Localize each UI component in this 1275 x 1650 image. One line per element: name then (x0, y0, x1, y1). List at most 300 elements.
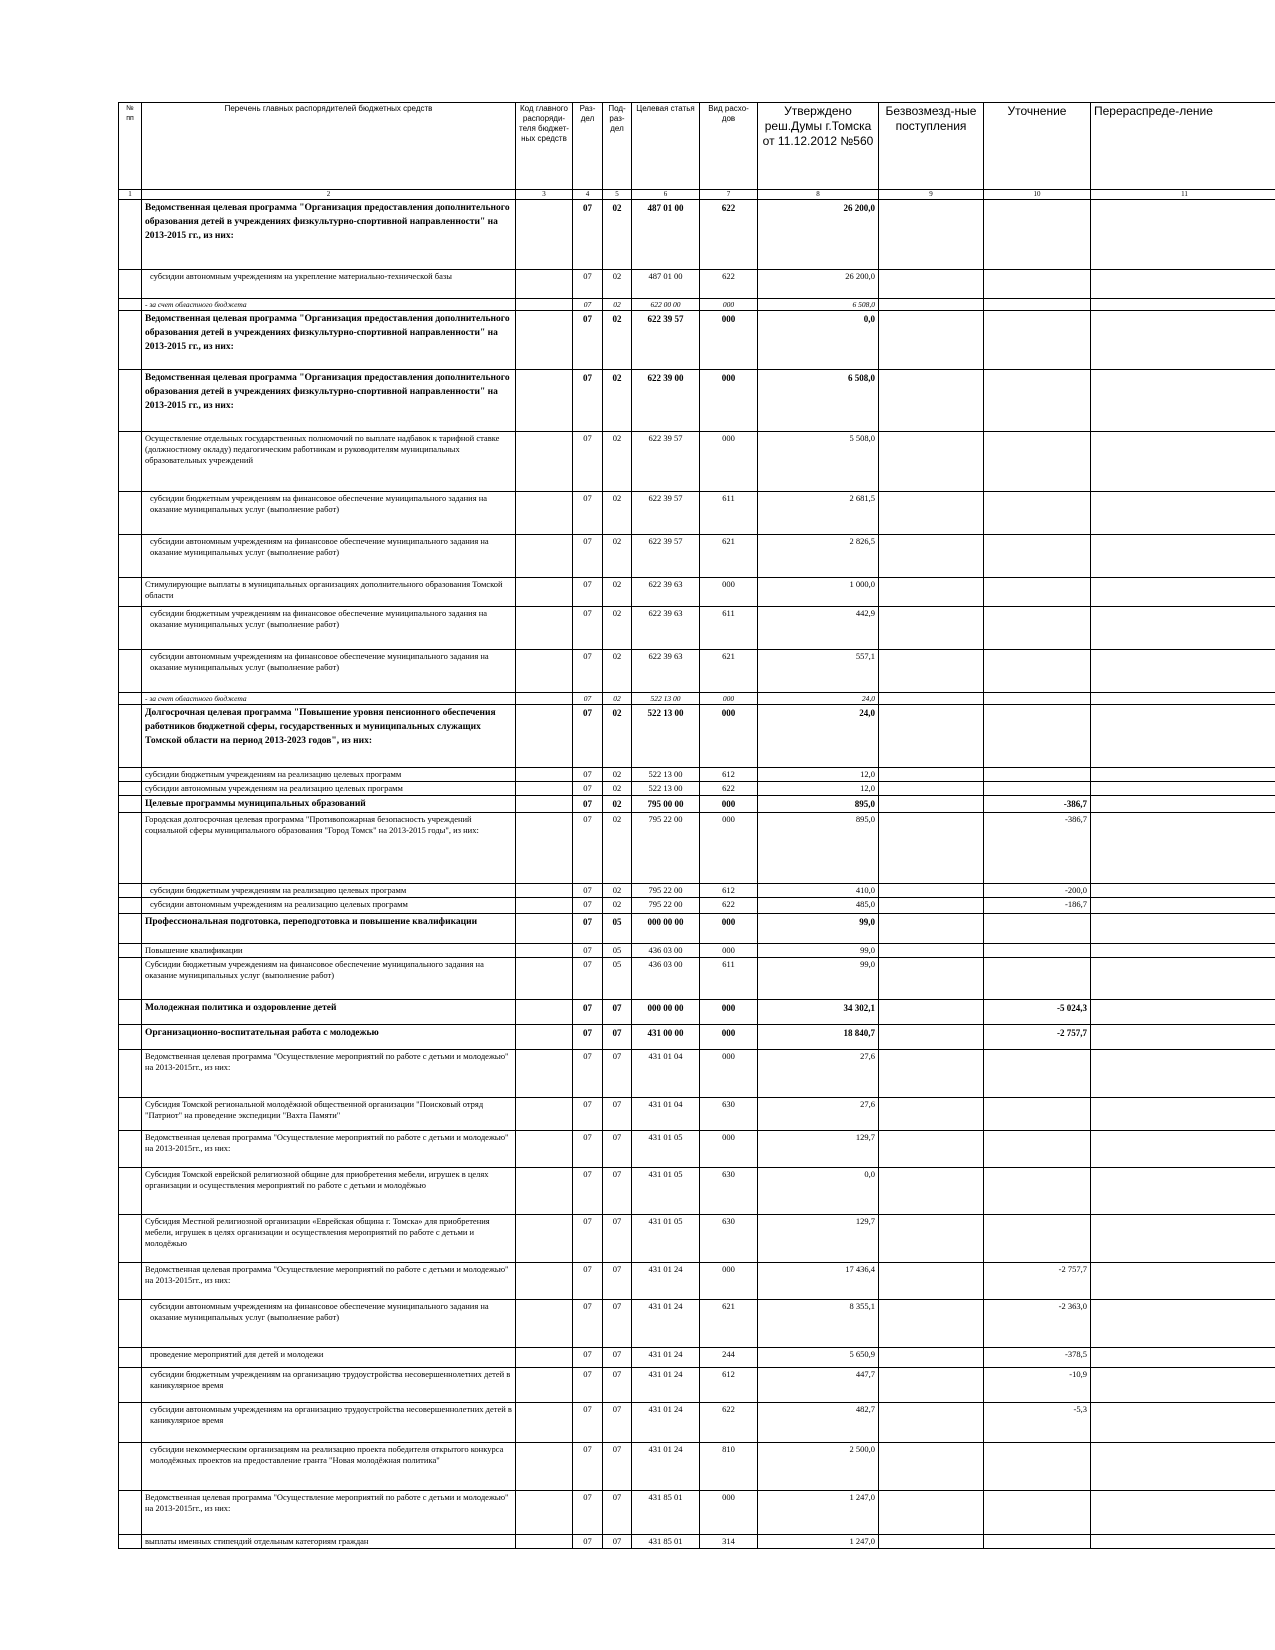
cell-cs: 431 01 04 (632, 1050, 700, 1098)
cell-kod (516, 370, 573, 432)
cell-bezv (879, 768, 984, 782)
table-row (119, 200, 1275, 270)
cell-name: Осуществление отдельных государственных полномочий по выплате надбавок к тарифной ставке (должностному окладу) педагогическим работникам и руководителям муниципальных образовательных учреждений (142, 432, 516, 492)
cell-razdel: 07 (573, 1300, 603, 1348)
cell-vr: 000 (700, 299, 758, 311)
cell-utoch (984, 1443, 1091, 1491)
header-approved: Утверждено реш.Думы г.Томска от 11.12.2012 №560 (758, 103, 879, 190)
cell-bezv (879, 432, 984, 492)
cell-name: субсидии автономным учреждениям на организацию трудоустройства несовершеннолетних детей в каникулярное время (142, 1403, 516, 1443)
cell-pereraspr (1091, 1215, 1275, 1263)
cell-name: субсидии автономным учреждениям на финансовое обеспечение муниципального задания на оказание муниципальных услуг (выполнение работ) (142, 650, 516, 693)
cell-approved: 2 500,0 (758, 1443, 879, 1491)
cell-utoch (984, 1215, 1091, 1263)
cell-n (119, 1300, 142, 1348)
cell-n (119, 1050, 142, 1098)
header-podrazdel: Под-раз-дел (603, 103, 632, 190)
cell-podrazdel: 07 (603, 1131, 632, 1168)
cell-n (119, 1098, 142, 1131)
cell-bezv (879, 578, 984, 607)
cell-name: Повышение квалификации (142, 944, 516, 958)
cell-approved: 6 508,0 (758, 370, 879, 432)
cell-kod (516, 1025, 573, 1050)
header-name: Перечень главных распорядителей бюджетных средств (142, 103, 516, 190)
cell-n (119, 1168, 142, 1215)
cell-cs: 431 01 24 (632, 1368, 700, 1403)
cell-kod (516, 1131, 573, 1168)
cell-cs: 431 00 00 (632, 1025, 700, 1050)
cell-razdel: 07 (573, 1131, 603, 1168)
cell-utoch (984, 578, 1091, 607)
cell-vr: 612 (700, 1368, 758, 1403)
cell-vr: 630 (700, 1098, 758, 1131)
table-row (119, 898, 1275, 914)
table-row (119, 958, 1275, 1000)
cell-podrazdel: 02 (603, 370, 632, 432)
cell-cs: 431 01 05 (632, 1168, 700, 1215)
cell-approved: 0,0 (758, 311, 879, 370)
cell-approved: 24,0 (758, 705, 879, 768)
table-row (119, 311, 1275, 370)
cell-razdel: 07 (573, 299, 603, 311)
cell-cs: 431 01 05 (632, 1131, 700, 1168)
cell-kod (516, 1098, 573, 1131)
cell-approved: 1 247,0 (758, 1535, 879, 1549)
cell-bezv (879, 944, 984, 958)
cell-approved: 485,0 (758, 898, 879, 914)
cell-pereraspr (1091, 693, 1275, 705)
cell-utoch (984, 1168, 1091, 1215)
cell-n (119, 1263, 142, 1300)
cell-n (119, 898, 142, 914)
table-row (119, 1368, 1275, 1403)
cell-approved: 447,7 (758, 1368, 879, 1403)
col-number: 2 (142, 190, 516, 200)
cell-razdel: 07 (573, 1368, 603, 1403)
cell-name: Ведомственная целевая программа "Осуществление мероприятий по работе с детьми и молодежью" на 2013-2015гг., из них: (142, 1050, 516, 1098)
cell-utoch (984, 1131, 1091, 1168)
table-row (119, 1263, 1275, 1300)
cell-vr: 621 (700, 650, 758, 693)
table-row (119, 492, 1275, 535)
cell-podrazdel: 02 (603, 492, 632, 535)
cell-kod (516, 1168, 573, 1215)
cell-utoch (984, 370, 1091, 432)
cell-bezv (879, 492, 984, 535)
cell-vr: 000 (700, 1263, 758, 1300)
cell-razdel: 07 (573, 813, 603, 884)
cell-approved: 129,7 (758, 1131, 879, 1168)
cell-vr: 000 (700, 578, 758, 607)
cell-pereraspr (1091, 1168, 1275, 1215)
cell-podrazdel: 07 (603, 1025, 632, 1050)
cell-pereraspr (1091, 1050, 1275, 1098)
cell-cs: 436 03 00 (632, 944, 700, 958)
table-row (119, 1535, 1275, 1549)
cell-razdel: 07 (573, 1050, 603, 1098)
cell-podrazdel: 02 (603, 782, 632, 796)
cell-name: Субсидия Томской региональной молодёжной общественной организации "Поисковый отряд "Патриот" на проведение экспедиции "Вахта Памяти" (142, 1098, 516, 1131)
cell-bezv (879, 1000, 984, 1025)
cell-cs: 522 13 00 (632, 768, 700, 782)
cell-vr: 000 (700, 796, 758, 813)
cell-podrazdel: 07 (603, 1368, 632, 1403)
cell-cs: 431 85 01 (632, 1535, 700, 1549)
table-row (119, 650, 1275, 693)
cell-approved: 895,0 (758, 813, 879, 884)
cell-podrazdel: 02 (603, 796, 632, 813)
cell-kod (516, 796, 573, 813)
cell-bezv (879, 1131, 984, 1168)
col-number: 11 (1091, 190, 1275, 200)
cell-n (119, 535, 142, 578)
cell-razdel: 07 (573, 370, 603, 432)
cell-podrazdel: 02 (603, 200, 632, 270)
cell-bezv (879, 1215, 984, 1263)
cell-name: Субсидия Томской еврейской религиозной общине для приобретения мебели, игрушек в целях организации и осуществления мероприятий по работе с детьми и молодёжью (142, 1168, 516, 1215)
cell-vr: 622 (700, 200, 758, 270)
table-row (119, 535, 1275, 578)
cell-pereraspr (1091, 578, 1275, 607)
cell-utoch: -2 757,7 (984, 1025, 1091, 1050)
cell-utoch (984, 432, 1091, 492)
table-row (119, 370, 1275, 432)
cell-n (119, 1403, 142, 1443)
cell-name: Ведомственная целевая программа "Организация предоставления дополнительного образования детей в учреждениях физкультурно-спортивной направленности" на 2013-2015 гг., из них: (142, 370, 516, 432)
cell-name: Профессиональная подготовка, переподготовка и повышение квалификации (142, 914, 516, 944)
cell-pereraspr (1091, 607, 1275, 650)
cell-name: выплаты именных стипендий отдельным категориям граждан (142, 1535, 516, 1549)
cell-approved: 99,0 (758, 958, 879, 1000)
cell-approved: 557,1 (758, 650, 879, 693)
cell-approved: 26 200,0 (758, 270, 879, 299)
cell-name: Ведомственная целевая программа "Осуществление мероприятий по работе с детьми и молодежью" на 2013-2015гг., из них: (142, 1263, 516, 1300)
cell-name: субсидии бюджетным учреждениям на организацию трудоустройства несовершеннолетних детей в каникулярное время (142, 1368, 516, 1403)
header-bezv: Безвозмезд-ные поступления (879, 103, 984, 190)
header-row (119, 103, 1275, 190)
table-row (119, 299, 1275, 311)
cell-pereraspr (1091, 299, 1275, 311)
cell-vr: 000 (700, 1025, 758, 1050)
cell-razdel: 07 (573, 914, 603, 944)
cell-bezv (879, 884, 984, 898)
table-row (119, 1000, 1275, 1025)
cell-bezv (879, 1403, 984, 1443)
cell-pereraspr (1091, 650, 1275, 693)
cell-name: субсидии автономным учреждениям на укрепление материально-технической базы (142, 270, 516, 299)
table-row (119, 1443, 1275, 1491)
cell-utoch: -378,5 (984, 1348, 1091, 1368)
cell-name: Долгосрочная целевая программа "Повышение уровня пенсионного обеспечения работников бюджетной сферы, государственных и муниципальных служащих Томской области на период 2013-2023 годов", из них: (142, 705, 516, 768)
cell-podrazdel: 02 (603, 578, 632, 607)
table-row (119, 782, 1275, 796)
cell-name: субсидии автономным учреждениям на реализацию целевых программ (142, 782, 516, 796)
cell-kod (516, 432, 573, 492)
cell-utoch (984, 782, 1091, 796)
cell-approved: 8 355,1 (758, 1300, 879, 1348)
cell-kod (516, 1300, 573, 1348)
cell-bezv (879, 693, 984, 705)
cell-pereraspr (1091, 958, 1275, 1000)
cell-pereraspr (1091, 370, 1275, 432)
cell-utoch (984, 299, 1091, 311)
cell-name: субсидии автономным учреждениям на финансовое обеспечение муниципального задания на оказание муниципальных услуг (выполнение работ) (142, 535, 516, 578)
cell-name: Ведомственная целевая программа "Осуществление мероприятий по работе с детьми и молодежью" на 2013-2015гг., из них: (142, 1131, 516, 1168)
cell-podrazdel: 02 (603, 270, 632, 299)
cell-utoch (984, 1535, 1091, 1549)
cell-cs: 795 22 00 (632, 898, 700, 914)
cell-bezv (879, 535, 984, 578)
cell-cs: 436 03 00 (632, 958, 700, 1000)
cell-vr: 630 (700, 1215, 758, 1263)
cell-cs: 487 01 00 (632, 200, 700, 270)
table-row (119, 1403, 1275, 1443)
cell-n (119, 796, 142, 813)
cell-pereraspr (1091, 1263, 1275, 1300)
cell-n (119, 693, 142, 705)
cell-bezv (879, 1535, 984, 1549)
table-row (119, 705, 1275, 768)
cell-utoch: -2 757,7 (984, 1263, 1091, 1300)
cell-bezv (879, 270, 984, 299)
cell-approved: 26 200,0 (758, 200, 879, 270)
cell-approved: 12,0 (758, 782, 879, 796)
cell-utoch (984, 693, 1091, 705)
cell-razdel: 07 (573, 705, 603, 768)
table-row (119, 944, 1275, 958)
cell-name: субсидии бюджетным учреждениям на финансовое обеспечение муниципального задания на оказание муниципальных услуг (выполнение работ) (142, 492, 516, 535)
cell-pereraspr (1091, 270, 1275, 299)
cell-approved: 129,7 (758, 1215, 879, 1263)
col-number: 8 (758, 190, 879, 200)
cell-n (119, 958, 142, 1000)
cell-bezv (879, 370, 984, 432)
cell-kod (516, 607, 573, 650)
cell-kod (516, 270, 573, 299)
cell-n (119, 270, 142, 299)
cell-approved: 6 508,0 (758, 299, 879, 311)
cell-podrazdel: 05 (603, 914, 632, 944)
cell-approved: 442,9 (758, 607, 879, 650)
table-row (119, 578, 1275, 607)
col-number: 1 (119, 190, 142, 200)
cell-utoch (984, 958, 1091, 1000)
cell-n (119, 1443, 142, 1491)
cell-vr: 622 (700, 270, 758, 299)
table-row (119, 813, 1275, 884)
cell-podrazdel: 02 (603, 693, 632, 705)
cell-approved: 12,0 (758, 768, 879, 782)
cell-bezv (879, 311, 984, 370)
cell-n (119, 1491, 142, 1535)
cell-name: Целевые программы муниципальных образований (142, 796, 516, 813)
cell-n (119, 311, 142, 370)
cell-podrazdel: 05 (603, 958, 632, 1000)
cell-vr: 611 (700, 492, 758, 535)
cell-kod (516, 958, 573, 1000)
cell-kod (516, 535, 573, 578)
cell-utoch: -5,3 (984, 1403, 1091, 1443)
table-row (119, 914, 1275, 944)
cell-vr: 000 (700, 705, 758, 768)
cell-n (119, 914, 142, 944)
cell-pereraspr (1091, 1300, 1275, 1348)
cell-kod (516, 1443, 573, 1491)
cell-cs: 795 22 00 (632, 884, 700, 898)
cell-podrazdel: 02 (603, 535, 632, 578)
cell-pereraspr (1091, 782, 1275, 796)
cell-name: Стимулирующие выплаты в муниципальных организациях дополнительного образования Томской области (142, 578, 516, 607)
cell-podrazdel: 07 (603, 1491, 632, 1535)
cell-bezv (879, 650, 984, 693)
cell-utoch (984, 914, 1091, 944)
cell-n (119, 1131, 142, 1168)
cell-pereraspr (1091, 813, 1275, 884)
cell-bezv (879, 796, 984, 813)
cell-n (119, 1215, 142, 1263)
cell-utoch (984, 1098, 1091, 1131)
header-kod: Код главного распоряди-теля бюджет-ных средств (516, 103, 573, 190)
cell-bezv (879, 1491, 984, 1535)
cell-utoch (984, 492, 1091, 535)
cell-n (119, 1025, 142, 1050)
cell-vr: 612 (700, 768, 758, 782)
cell-name: Субсидии бюджетным учреждениям на финансовое обеспечение муниципального задания на оказание муниципальных услуг (выполнение работ) (142, 958, 516, 1000)
header-cs: Целевая статья (632, 103, 700, 190)
cell-pereraspr (1091, 944, 1275, 958)
cell-razdel: 07 (573, 1348, 603, 1368)
cell-cs: 795 22 00 (632, 813, 700, 884)
cell-pereraspr (1091, 1098, 1275, 1131)
cell-vr: 244 (700, 1348, 758, 1368)
cell-razdel: 07 (573, 1443, 603, 1491)
cell-podrazdel: 02 (603, 311, 632, 370)
cell-approved: 482,7 (758, 1403, 879, 1443)
cell-razdel: 07 (573, 1215, 603, 1263)
cell-pereraspr (1091, 1443, 1275, 1491)
cell-vr: 622 (700, 1403, 758, 1443)
cell-name: субсидии некоммерческим организациям на реализацию проекта победителя открытого конкурса молодёжных проектов на предоставление гранта "Новая молодёжная политика" (142, 1443, 516, 1491)
table-row (119, 607, 1275, 650)
cell-kod (516, 1368, 573, 1403)
cell-cs: 431 01 04 (632, 1098, 700, 1131)
cell-utoch (984, 1050, 1091, 1098)
cell-approved: 1 247,0 (758, 1491, 879, 1535)
cell-approved: 2 681,5 (758, 492, 879, 535)
cell-kod (516, 650, 573, 693)
cell-approved: 34 302,1 (758, 1000, 879, 1025)
cell-kod (516, 944, 573, 958)
cell-approved: 895,0 (758, 796, 879, 813)
cell-vr: 621 (700, 535, 758, 578)
cell-utoch (984, 270, 1091, 299)
cell-utoch (984, 200, 1091, 270)
cell-cs: 522 13 00 (632, 782, 700, 796)
cell-kod (516, 782, 573, 796)
cell-n (119, 944, 142, 958)
header-razdel: Раз-дел (573, 103, 603, 190)
table-row (119, 1168, 1275, 1215)
table-body (119, 200, 1275, 1549)
cell-approved: 99,0 (758, 944, 879, 958)
cell-n (119, 492, 142, 535)
cell-n (119, 1368, 142, 1403)
cell-razdel: 07 (573, 958, 603, 1000)
cell-utoch: -186,7 (984, 898, 1091, 914)
cell-name: Организационно-воспитательная работа с молодежью (142, 1025, 516, 1050)
cell-cs: 431 01 24 (632, 1300, 700, 1348)
col-number: 6 (632, 190, 700, 200)
col-number: 7 (700, 190, 758, 200)
cell-vr: 000 (700, 1000, 758, 1025)
cell-kod (516, 1535, 573, 1549)
cell-vr: 000 (700, 693, 758, 705)
cell-podrazdel: 02 (603, 607, 632, 650)
cell-kod (516, 311, 573, 370)
cell-n (119, 884, 142, 898)
table-row (119, 796, 1275, 813)
cell-razdel: 07 (573, 535, 603, 578)
cell-n (119, 768, 142, 782)
cell-kod (516, 1348, 573, 1368)
col-number: 5 (603, 190, 632, 200)
header-utoch: Уточнение (984, 103, 1091, 190)
cell-bezv (879, 299, 984, 311)
col-number: 3 (516, 190, 573, 200)
cell-podrazdel: 05 (603, 944, 632, 958)
col-number: 4 (573, 190, 603, 200)
col-number: 10 (984, 190, 1091, 200)
cell-podrazdel: 02 (603, 299, 632, 311)
cell-cs: 622 39 63 (632, 607, 700, 650)
cell-bezv (879, 914, 984, 944)
cell-name: - за счет областного бюджета (142, 299, 516, 311)
cell-cs: 622 39 57 (632, 492, 700, 535)
cell-podrazdel: 07 (603, 1300, 632, 1348)
cell-cs: 622 39 57 (632, 432, 700, 492)
cell-vr: 611 (700, 607, 758, 650)
cell-razdel: 07 (573, 1491, 603, 1535)
cell-name: проведение мероприятий для детей и молодежи (142, 1348, 516, 1368)
cell-name: субсидии автономным учреждениям на реализацию целевых программ (142, 898, 516, 914)
cell-bezv (879, 782, 984, 796)
cell-cs: 431 01 24 (632, 1403, 700, 1443)
cell-cs: 795 00 00 (632, 796, 700, 813)
cell-razdel: 07 (573, 693, 603, 705)
cell-vr: 612 (700, 884, 758, 898)
cell-podrazdel: 07 (603, 1403, 632, 1443)
cell-podrazdel: 07 (603, 1443, 632, 1491)
budget-table (118, 102, 1275, 1549)
cell-bezv (879, 1300, 984, 1348)
cell-utoch: -2 363,0 (984, 1300, 1091, 1348)
cell-name: Субсидия Местной религиозной организации «Еврейская община г. Томска» для приобретения мебели, игрушек в целях организации и осуществления мероприятий по работе с детьми и молодёжью (142, 1215, 516, 1263)
cell-utoch (984, 705, 1091, 768)
cell-utoch: -386,7 (984, 813, 1091, 884)
cell-vr: 611 (700, 958, 758, 1000)
cell-razdel: 07 (573, 578, 603, 607)
table-row (119, 693, 1275, 705)
cell-razdel: 07 (573, 796, 603, 813)
cell-vr: 000 (700, 311, 758, 370)
cell-bezv (879, 1168, 984, 1215)
cell-vr: 630 (700, 1168, 758, 1215)
cell-podrazdel: 07 (603, 1000, 632, 1025)
cell-vr: 000 (700, 813, 758, 884)
cell-utoch: -386,7 (984, 796, 1091, 813)
cell-kod (516, 1215, 573, 1263)
cell-bezv (879, 1368, 984, 1403)
